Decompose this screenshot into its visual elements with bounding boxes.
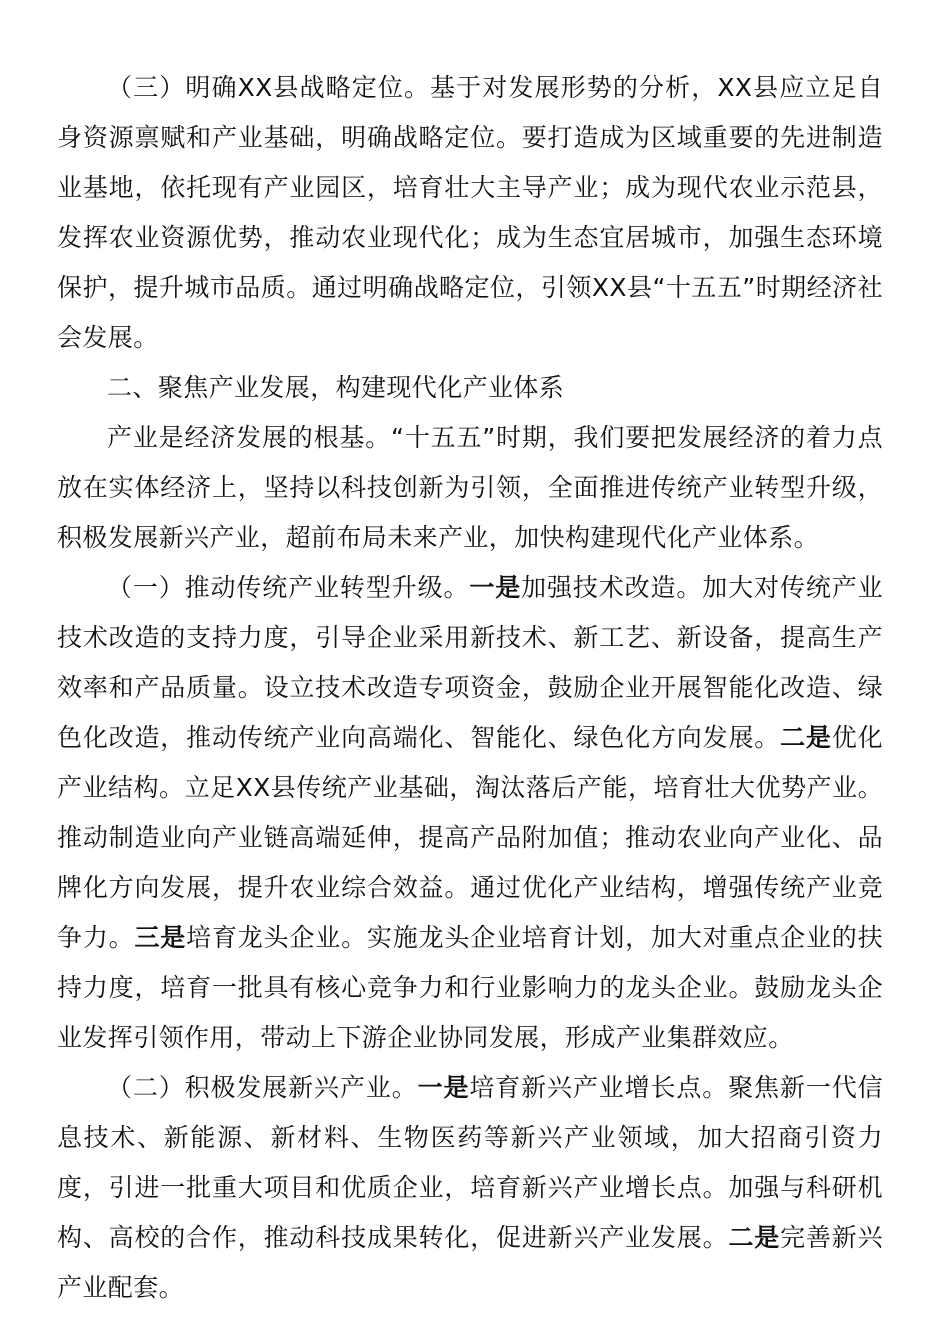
- paragraph-industry-intro: [57, 413, 883, 563]
- paragraph-text: （三）明确XX县战略定位。基于对发展形势的分析，XX县应立足自身资源禀赋和产业基础，明确战略定位。要打造成为区域重要的先进制造业基地，依托现有产业园区，培育壮大主导产业；成为现代农业示范县，发挥农业资源优势，推动农业现代化；成为生态宜居城市，加强生态环境保护，提升城市品质。通过明确战略定位，引领XX县“十五五”时期经济社会发展。: [57, 73, 883, 352]
- paragraph-text: 加强技术改造。加大对传统产业技术改造的支持力度，引导企业采用新技术、新工艺、新设备，提高生产效率和产品质量。设立技术改造专项资金，鼓励企业开展智能化改造、绿色化改造，推动传统产业向高端化、智能化、绿色化方向发展。: [57, 573, 883, 752]
- paragraph-text: 优化产业结构。立足XX县传统产业基础，淘汰落后产能，培育壮大优势产业。推动制造业向产业链高端延伸，提高产品附加值；推动农业向产业化、品牌化方向发展，提升农业综合效益。通过优化产业结构，增强传统产业竞争力。: [57, 723, 883, 952]
- section-heading-industry: [57, 363, 883, 413]
- emphasis-second: 二是: [728, 1223, 781, 1252]
- paragraph-text: 产业是经济发展的根基。“十五五”时期，我们要把发展经济的着力点放在实体经济上，坚持以科技创新为引领，全面推进传统产业转型升级，积极发展新兴产业，超前布局未来产业，加快构建现代化产业体系。: [57, 423, 883, 552]
- emphasis-first: 一是: [417, 1073, 470, 1102]
- paragraph-text: 培育龙头企业。实施龙头企业培育计划，加大对重点企业的扶持力度，培育一批具有核心竞争力和行业影响力的龙头企业。鼓励龙头企业发挥引领作用，带动上下游企业协同发展，形成产业集群效应。: [57, 923, 883, 1052]
- paragraph-text: 完善新兴产业配套。: [57, 1223, 883, 1302]
- emphasis-first: 一是: [469, 573, 522, 602]
- paragraph-text: （一）推动传统产业转型升级。: [107, 573, 470, 602]
- emphasis-second: 二是: [780, 723, 832, 752]
- heading-text: 二、聚焦产业发展，构建现代化产业体系: [107, 373, 565, 402]
- document-page: [57, 63, 883, 1313]
- paragraph-text: 培育新兴产业增长点。聚焦新一代信息技术、新能源、新材料、生物医药等新兴产业领域，加大招商引资力度，引进一批重大项目和优质企业，培育新兴产业增长点。加强与科研机构、高校的合作，推动科技成果转化，促进新兴产业发展。: [57, 1073, 883, 1252]
- emphasis-third: 三是: [134, 923, 187, 952]
- paragraph-emerging-industry: [57, 1063, 883, 1313]
- paragraph-traditional-industry: [57, 563, 883, 1063]
- paragraph-strategic-positioning: [57, 63, 883, 363]
- paragraph-text: （二）积极发展新兴产业。: [107, 1073, 418, 1102]
